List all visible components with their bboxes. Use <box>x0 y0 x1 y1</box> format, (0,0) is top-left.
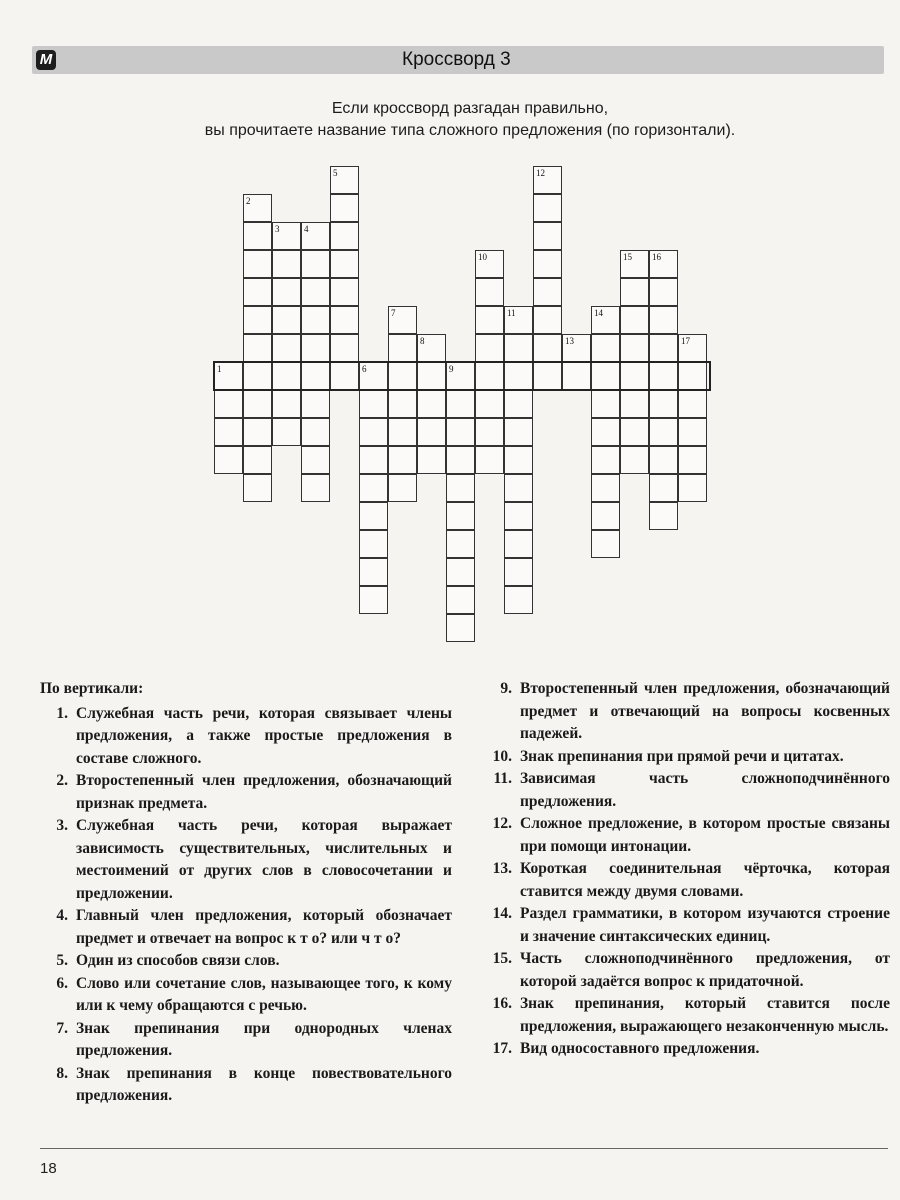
crossword-cell[interactable] <box>243 250 272 278</box>
crossword-cell[interactable] <box>504 390 533 418</box>
clue-number: 2. <box>56 772 68 789</box>
crossword-cell[interactable] <box>446 558 475 586</box>
clue-item <box>40 815 452 905</box>
crossword-cell[interactable] <box>301 474 330 502</box>
crossword-cell[interactable] <box>504 474 533 502</box>
crossword-cell[interactable] <box>330 334 359 362</box>
crossword-cell[interactable] <box>591 446 620 474</box>
clue-number-label: 4 <box>304 224 309 234</box>
crossword-cell[interactable] <box>533 278 562 306</box>
crossword-cell[interactable] <box>620 362 649 390</box>
crossword-cell[interactable] <box>533 222 562 250</box>
crossword-cell[interactable] <box>446 586 475 614</box>
crossword-cell[interactable] <box>620 306 649 334</box>
crossword-cell[interactable] <box>272 334 301 362</box>
clue-number: 15. <box>492 950 512 967</box>
crossword-cell[interactable] <box>504 418 533 446</box>
crossword-cell[interactable] <box>475 306 504 334</box>
crossword-cell[interactable] <box>243 446 272 474</box>
clue-number-label: 1 <box>217 364 222 374</box>
crossword-cell[interactable] <box>359 530 388 558</box>
clue-text: Знак препинания при прямой речи и цитатах. <box>520 747 844 765</box>
clue-number: 16. <box>492 995 512 1012</box>
clue-number-label: 3 <box>275 224 280 234</box>
clue-text: Короткая соединительная чёрточка, которая ставится между двумя словами. <box>520 860 890 900</box>
crossword-cell[interactable] <box>388 334 417 362</box>
crossword-cell[interactable] <box>359 502 388 530</box>
clue-number: 5. <box>56 952 68 969</box>
clues-column-left <box>40 678 452 1108</box>
crossword-cell[interactable] <box>243 418 272 446</box>
crossword-cell[interactable] <box>591 334 620 362</box>
publisher-logo-icon: M <box>36 50 56 70</box>
clue-item <box>40 703 452 771</box>
clue-number: 14. <box>492 905 512 922</box>
crossword-cell[interactable] <box>475 390 504 418</box>
clue-item <box>484 1038 890 1061</box>
crossword-cell[interactable] <box>243 278 272 306</box>
crossword-cell[interactable] <box>330 362 359 390</box>
crossword-cell[interactable] <box>330 194 359 222</box>
crossword-cell[interactable] <box>446 614 475 642</box>
crossword-cell[interactable] <box>533 334 562 362</box>
crossword-cell[interactable] <box>475 334 504 362</box>
clue-text: Вид односоставного предложения. <box>520 1040 760 1057</box>
crossword-cell[interactable] <box>243 390 272 418</box>
clue-text: Сложное предложение, в котором простые связаны при помощи интонации. <box>520 815 890 855</box>
crossword-cell[interactable] <box>591 418 620 446</box>
crossword-cell[interactable] <box>388 418 417 446</box>
clue-text: Служебная часть речи, которая выражает зависимость существительных, числительных и местоимений от других слов в словосочетании и предложении. <box>76 817 452 902</box>
crossword-cell[interactable] <box>330 222 359 250</box>
crossword-cell[interactable] <box>591 530 620 558</box>
crossword-cell[interactable] <box>417 446 446 474</box>
crossword-cell[interactable] <box>504 586 533 614</box>
clue-item <box>40 1063 452 1108</box>
crossword-cell[interactable] <box>272 418 301 446</box>
crossword-cell[interactable] <box>214 418 243 446</box>
crossword-cell[interactable] <box>388 474 417 502</box>
crossword-cell[interactable] <box>446 530 475 558</box>
clue-number-label: 5 <box>333 168 338 178</box>
crossword-cell[interactable] <box>359 418 388 446</box>
crossword-cell[interactable] <box>562 362 591 390</box>
crossword-cell[interactable] <box>475 446 504 474</box>
crossword-cell[interactable] <box>504 558 533 586</box>
crossword-cell[interactable] <box>678 362 707 390</box>
clue-text: Один из способов связи слов. <box>76 952 280 969</box>
crossword-cell[interactable] <box>301 362 330 390</box>
crossword-cell[interactable] <box>301 278 330 306</box>
crossword-cell[interactable] <box>388 446 417 474</box>
crossword-cell[interactable] <box>446 502 475 530</box>
clue-text: Второстепенный член предложения, обозначающий предмет и отвечающий на вопросы косвенных падежей. <box>520 680 890 742</box>
crossword-cell[interactable] <box>504 362 533 390</box>
crossword-cell[interactable] <box>243 334 272 362</box>
clues-column-right <box>484 678 890 1061</box>
crossword-cell[interactable] <box>533 194 562 222</box>
crossword-cell[interactable] <box>272 390 301 418</box>
clue-item <box>40 950 452 973</box>
crossword-cell[interactable] <box>591 390 620 418</box>
clue-item <box>484 768 890 813</box>
crossword-cell[interactable] <box>591 362 620 390</box>
crossword-cell[interactable] <box>417 418 446 446</box>
crossword-cell[interactable] <box>620 278 649 306</box>
clue-number: 7. <box>56 1019 68 1037</box>
crossword-cell[interactable] <box>678 418 707 446</box>
crossword-cell[interactable] <box>388 390 417 418</box>
clue-item <box>40 973 452 1018</box>
crossword-cell[interactable] <box>272 306 301 334</box>
clue-number: 13. <box>492 860 512 877</box>
crossword-cell[interactable] <box>678 446 707 474</box>
crossword-cell[interactable] <box>301 306 330 334</box>
crossword-cell[interactable] <box>359 390 388 418</box>
crossword-cell[interactable] <box>620 334 649 362</box>
crossword-cell[interactable] <box>359 474 388 502</box>
clue-number-label: 11 <box>507 308 516 318</box>
crossword-cell[interactable] <box>301 418 330 446</box>
clue-number: 9. <box>500 680 512 697</box>
crossword-cell[interactable] <box>446 390 475 418</box>
clue-number-label: 12 <box>536 168 545 178</box>
clue-number-label: 8 <box>420 336 425 346</box>
crossword-cell[interactable] <box>475 418 504 446</box>
clue-number: 8. <box>56 1064 68 1082</box>
clue-item <box>484 813 890 858</box>
crossword-cell[interactable] <box>446 474 475 502</box>
intro-line-1: Если кроссворд разгадан правильно, <box>331 100 609 117</box>
clue-number: 12. <box>492 815 512 832</box>
crossword-cell[interactable] <box>649 474 678 502</box>
header-bar <box>32 46 884 74</box>
clue-item <box>484 746 890 769</box>
clue-number-label: 13 <box>565 336 574 346</box>
crossword-cell[interactable] <box>301 390 330 418</box>
crossword-cell[interactable] <box>678 390 707 418</box>
crossword-cell[interactable] <box>649 390 678 418</box>
crossword-cell[interactable] <box>475 278 504 306</box>
crossword-cell[interactable] <box>330 306 359 334</box>
crossword-cell[interactable] <box>243 222 272 250</box>
clue-item <box>484 678 890 746</box>
crossword-cell[interactable] <box>446 418 475 446</box>
crossword-cell[interactable] <box>388 362 417 390</box>
crossword-cell[interactable] <box>591 502 620 530</box>
clue-number-label: 7 <box>391 308 396 318</box>
footer-divider <box>40 1148 888 1149</box>
clue-text: Знак препинания при однородных членах предложения. <box>76 1019 452 1059</box>
crossword-cell[interactable] <box>649 362 678 390</box>
crossword-cell[interactable] <box>243 306 272 334</box>
clue-number-label: 2 <box>246 196 251 206</box>
crossword-cell[interactable] <box>649 418 678 446</box>
crossword-cell[interactable] <box>649 306 678 334</box>
intro-line-2: вы прочитаете название типа сложного предложения (по горизонтали). <box>204 122 736 139</box>
clue-item <box>40 1018 452 1063</box>
clue-number: 11. <box>493 770 512 787</box>
crossword-cell[interactable] <box>504 334 533 362</box>
crossword-cell[interactable] <box>649 334 678 362</box>
clue-text: Знак препинания в конце повествовательного предложения. <box>76 1064 452 1104</box>
crossword-cell[interactable] <box>533 362 562 390</box>
vertical-heading: По вертикали: <box>40 680 144 697</box>
clue-number: 6. <box>56 974 68 992</box>
clue-number: 4. <box>56 907 68 924</box>
clue-number-label: 17 <box>681 336 690 346</box>
crossword-cell[interactable] <box>301 334 330 362</box>
crossword-cell[interactable] <box>272 362 301 390</box>
page-title: Кроссворд 3 <box>402 49 511 70</box>
clue-text: Раздел грамматики, в котором изучаются строение и значение синтаксических единиц. <box>520 905 890 945</box>
clue-text: Знак препинания, который ставится после предложения, выражающего незаконченную мысль. <box>520 995 890 1035</box>
crossword-cell[interactable] <box>359 558 388 586</box>
crossword-cell[interactable] <box>417 390 446 418</box>
crossword-cell[interactable] <box>533 250 562 278</box>
clue-number-label: 6 <box>362 364 367 374</box>
clue-text: Главный член предложения, который обозначает предмет и отвечает на вопрос к т о? или ч т о? <box>76 907 452 947</box>
crossword-cell[interactable] <box>446 446 475 474</box>
crossword-cell[interactable] <box>504 446 533 474</box>
crossword-cell[interactable] <box>243 362 272 390</box>
crossword-cell[interactable] <box>620 418 649 446</box>
clue-number: 10. <box>492 747 512 765</box>
clue-item <box>40 770 452 815</box>
clue-text: Служебная часть речи, которая связывает члены предложения, а также простые предложения в составе сложного. <box>76 704 452 767</box>
crossword-cell[interactable] <box>504 502 533 530</box>
crossword-cell[interactable] <box>272 278 301 306</box>
crossword-cell[interactable] <box>649 502 678 530</box>
crossword-cell[interactable] <box>504 530 533 558</box>
crossword-cell[interactable] <box>649 446 678 474</box>
intro-text <box>120 98 820 142</box>
crossword-cell[interactable] <box>330 250 359 278</box>
clue-text: Часть сложноподчинённого предложения, от которой задаётся вопрос к придаточной. <box>520 950 890 990</box>
crossword-cell[interactable] <box>649 278 678 306</box>
clue-text: Второстепенный член предложения, обозначающий признак предмета. <box>76 772 452 812</box>
clue-number-label: 14 <box>594 308 603 318</box>
clue-item <box>40 905 452 950</box>
crossword-cell[interactable] <box>475 362 504 390</box>
crossword-cell[interactable] <box>620 390 649 418</box>
crossword-cell[interactable] <box>359 446 388 474</box>
crossword-cell[interactable] <box>417 362 446 390</box>
clue-number: 1. <box>56 704 68 722</box>
clue-number: 3. <box>56 817 68 834</box>
clue-number-label: 15 <box>623 252 632 262</box>
clue-number: 17. <box>492 1040 512 1057</box>
crossword-cell[interactable] <box>620 446 649 474</box>
page-number: 18 <box>40 1160 57 1177</box>
crossword-cell[interactable] <box>214 390 243 418</box>
crossword-cell[interactable] <box>272 250 301 278</box>
crossword-cell[interactable] <box>214 446 243 474</box>
crossword-cell[interactable] <box>359 586 388 614</box>
clue-number-label: 10 <box>478 252 487 262</box>
crossword-cell[interactable] <box>243 474 272 502</box>
crossword-cell[interactable] <box>678 474 707 502</box>
clue-number-label: 9 <box>449 364 454 374</box>
clue-text: Слово или сочетание слов, называющее того, к кому или к чему обращаются с речью. <box>76 974 452 1014</box>
crossword-cell[interactable] <box>301 250 330 278</box>
clue-item <box>484 858 890 903</box>
clue-item <box>484 903 890 948</box>
crossword-cell[interactable] <box>301 446 330 474</box>
clue-number-label: 16 <box>652 252 661 262</box>
clue-item <box>484 948 890 993</box>
crossword-cell[interactable] <box>330 278 359 306</box>
clue-item <box>484 993 890 1038</box>
crossword-cell[interactable] <box>533 306 562 334</box>
crossword-cell[interactable] <box>591 474 620 502</box>
clue-text: Зависимая часть сложноподчинённого предложения. <box>520 770 890 810</box>
